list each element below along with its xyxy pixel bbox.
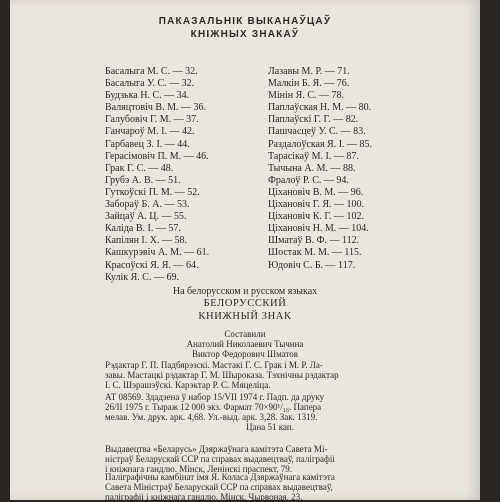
- editors-paragraph: [105, 360, 435, 390]
- index-column-right: [268, 66, 372, 272]
- index-entry: Шостак М. М. — 115.: [268, 247, 362, 259]
- index-entry: Валяцтовіч В. М. — 36.: [105, 102, 206, 114]
- index-entry: Басалыга М. С. — 32.: [105, 66, 198, 77]
- print-details-paragraph: [105, 392, 435, 432]
- index-entry: Гарбавец З. І. — 44.: [105, 138, 190, 150]
- index-entry: Цiхановіч Г. Я. — 100.: [268, 199, 365, 211]
- book-title-line1: БЕЛОРУССКИЙ: [203, 298, 287, 309]
- index-entry: Цiхановіч В. М. — 96.: [268, 186, 364, 198]
- index-entry: Капілян І. Х. — 58.: [105, 235, 187, 247]
- paragraph-line: Цана 51 кап.: [246, 422, 294, 432]
- index-entry: Кашкурэвіч А. М. — 61.: [105, 247, 210, 259]
- paragraph-line: АТ 08569. Здадзена ў набор 15/VII 1974 г. Падп. да друку: [105, 392, 325, 402]
- paragraph-line: завы. Мастацкі рэдактар Г. М. Шыроказа. Тэхнічны рэдактар: [105, 370, 339, 380]
- paragraph-line: мелав. Ум. друк. арк. 4,68. Ул.-выд. арк. 3,28. Зак. 1319.: [105, 412, 318, 422]
- compiled-by-label: Составили: [224, 329, 266, 339]
- index-entry: Грак Г. С. — 48.: [105, 162, 174, 174]
- index-entry: Паплаўскі Г. Г. — 82.: [268, 114, 359, 126]
- index-entry: Красоўскі Я. Я. — 64.: [105, 259, 199, 271]
- index-heading-line2: КНІЖНЫХ ЗНАКАЎ: [190, 29, 300, 40]
- index-entry: Цiхановіч Н. М. — 104.: [268, 223, 369, 235]
- book-page: [10, 0, 480, 500]
- paragraph-line: Выдавецтва «Беларусь» Дзяржаўнага камітэта Савета Мі-: [105, 444, 328, 454]
- index-entry: Кулік Я. С. — 69.: [105, 271, 179, 283]
- index-entry: Паплаўская Н. М. — 80.: [268, 102, 372, 114]
- index-entry: Юдовіч С. Б. — 117.: [268, 259, 356, 271]
- index-entry: Герасімовіч П. М. — 46.: [105, 150, 209, 162]
- index-entry: Фралоў Р. С. — 94.: [268, 174, 349, 186]
- index-entry: Тычына А. М. — 88.: [268, 162, 356, 174]
- index-entry: Галубовіч Г. М. — 37.: [105, 114, 199, 126]
- paragraph-line: і кніжнага гандлю. Мінск, Ленінскі праспект, 79.: [105, 464, 293, 474]
- languages-note: На белорусском и русском языках: [172, 286, 318, 297]
- index-entry: Басалыга У. С. — 32.: [105, 78, 195, 90]
- index-entry: Пашчасцеў У. С. — 83.: [268, 126, 366, 138]
- index-entry: Раздалоўская Я. І. — 85.: [268, 138, 373, 150]
- index-entry: Мінін Я. С. — 78.: [268, 90, 344, 102]
- publisher-paragraph: [105, 444, 435, 474]
- paragraph-line: Паліграфічны камбінат імя Я. Коласа Дзяржаўнага камітэта: [105, 472, 335, 482]
- paragraph-line: 26/II 1975 г. Тыраж 12 000 экз. Фармат 70×90¹/₁₆. Папера: [105, 402, 322, 412]
- paragraph-line: І. С. Шэрашэўскі. Карэктар Р. С. Мяцеліца.: [105, 380, 271, 390]
- index-entry: Зайцаў А. Ц. — 55.: [105, 211, 187, 223]
- printer-paragraph: [105, 472, 435, 502]
- index-entry: Цiхановіч К. Г. — 102.: [268, 211, 365, 223]
- index-entry: Грубэ А. В. — 51.: [105, 174, 181, 186]
- paragraph-line: ністраў Беларускай ССР па справах выдавецтваў, паліграфіі: [105, 454, 335, 464]
- index-column-left: [105, 66, 209, 284]
- compiler-name-1: Анатолий Николаевич Тычина: [186, 339, 304, 349]
- index-entry: Тарасікаў М. І. — 87.: [268, 150, 359, 162]
- index-entry: Шматаў В. Ф. — 112.: [268, 235, 360, 247]
- index-entry: Забораў Б. А. — 53.: [105, 199, 190, 211]
- index-entry: Ганчароў М. І. — 42.: [105, 126, 195, 138]
- index-entry: Гуткоўскі П. М. — 52.: [105, 186, 200, 198]
- compiler-name-2: Виктор Федорович Шматов: [191, 349, 299, 359]
- book-title-line2: КНИЖНЫЙ ЗНАК: [198, 311, 292, 322]
- index-entry: Будзька Н. С. — 34.: [105, 90, 190, 102]
- paragraph-line: паліграфіі і кніжнага гандлю. Мінск, Чырвоная, 23.: [105, 492, 303, 502]
- index-heading-line1: ПАКАЗАЛЬНІК ВЫКАНАЎЦАЎ: [158, 16, 332, 27]
- index-entry: Малкін Б. Я. — 76.: [268, 78, 350, 90]
- paragraph-line: Савета Міністраў Беларускай ССР па справах выдавецтваў,: [105, 482, 333, 492]
- paragraph-line: Рэдактар Г. П. Падбярэзскі. Мастакі Г. С. Грак і М. Р. Ла-: [105, 360, 323, 370]
- index-entry: Лазавы М. Р. — 71.: [268, 66, 350, 77]
- index-entry: Калiда В. І. — 57.: [105, 223, 181, 235]
